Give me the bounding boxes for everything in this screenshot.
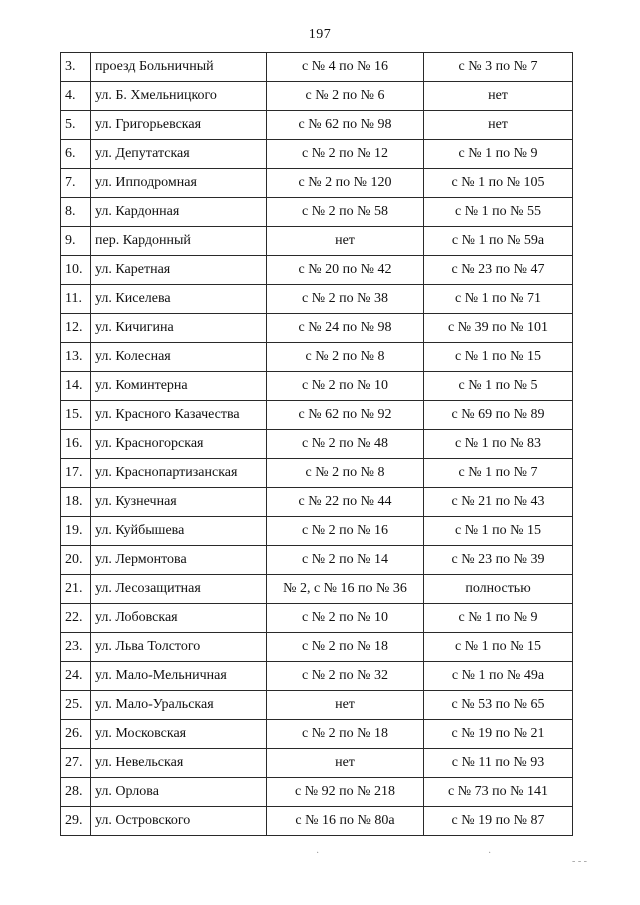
odd-house-range: с № 1 по № 7 <box>424 459 573 488</box>
row-number: 12. <box>61 314 91 343</box>
row-number: 8. <box>61 198 91 227</box>
even-house-range: нет <box>267 691 424 720</box>
table-row <box>61 198 573 227</box>
even-house-range: нет <box>267 227 424 256</box>
odd-house-range: с № 21 по № 43 <box>424 488 573 517</box>
row-number: 4. <box>61 82 91 111</box>
row-number: 26. <box>61 720 91 749</box>
even-house-range: с № 2 по № 18 <box>267 720 424 749</box>
row-number: 24. <box>61 662 91 691</box>
table-row <box>61 82 573 111</box>
street-name: ул. Льва Толстого <box>91 633 267 662</box>
table-row <box>61 140 573 169</box>
odd-house-range: с № 1 по № 15 <box>424 343 573 372</box>
street-name: пер. Кардонный <box>91 227 267 256</box>
table-row <box>61 53 573 82</box>
odd-house-range: с № 23 по № 39 <box>424 546 573 575</box>
even-house-range: с № 2 по № 38 <box>267 285 424 314</box>
row-number: 21. <box>61 575 91 604</box>
street-name: ул. Б. Хмельницкого <box>91 82 267 111</box>
table-row <box>61 604 573 633</box>
odd-house-range: с № 1 по № 59а <box>424 227 573 256</box>
odd-house-range: с № 19 по № 87 <box>424 807 573 836</box>
street-name: ул. Красного Казачества <box>91 401 267 430</box>
street-name: ул. Депутатская <box>91 140 267 169</box>
row-number: 22. <box>61 604 91 633</box>
row-number: 17. <box>61 459 91 488</box>
even-house-range: с № 2 по № 10 <box>267 604 424 633</box>
table-row <box>61 169 573 198</box>
odd-house-range: с № 69 по № 89 <box>424 401 573 430</box>
table-row <box>61 314 573 343</box>
table-row <box>61 575 573 604</box>
row-number: 14. <box>61 372 91 401</box>
even-house-range: с № 2 по № 18 <box>267 633 424 662</box>
even-house-range: с № 2 по № 8 <box>267 459 424 488</box>
even-house-range: с № 2 по № 32 <box>267 662 424 691</box>
odd-house-range: с № 1 по № 105 <box>424 169 573 198</box>
even-house-range: с № 2 по № 6 <box>267 82 424 111</box>
scan-speck: · <box>488 848 492 859</box>
even-house-range: с № 2 по № 10 <box>267 372 424 401</box>
table-row <box>61 285 573 314</box>
even-house-range: с № 2 по № 48 <box>267 430 424 459</box>
even-house-range: с № 2 по № 16 <box>267 517 424 546</box>
street-name: ул. Лобовская <box>91 604 267 633</box>
odd-house-range: с № 1 по № 5 <box>424 372 573 401</box>
even-house-range: с № 16 по № 80а <box>267 807 424 836</box>
street-name: проезд Больничный <box>91 53 267 82</box>
page-number: 197 <box>308 27 332 42</box>
table-row <box>61 401 573 430</box>
even-house-range: с № 2 по № 58 <box>267 198 424 227</box>
scan-speck: - - - <box>572 856 587 867</box>
street-name: ул. Красногорская <box>91 430 267 459</box>
row-number: 18. <box>61 488 91 517</box>
table-row <box>61 691 573 720</box>
street-name: ул. Кичигина <box>91 314 267 343</box>
street-name: ул. Куйбышева <box>91 517 267 546</box>
street-name: ул. Григорьевская <box>91 111 267 140</box>
even-house-range: с № 24 по № 98 <box>267 314 424 343</box>
row-number: 29. <box>61 807 91 836</box>
odd-house-range: с № 1 по № 49а <box>424 662 573 691</box>
row-number: 11. <box>61 285 91 314</box>
table-body <box>61 53 573 836</box>
odd-house-range: с № 1 по № 9 <box>424 604 573 633</box>
street-name: ул. Мало-Уральская <box>91 691 267 720</box>
street-name: ул. Колесная <box>91 343 267 372</box>
even-house-range: № 2, с № 16 по № 36 <box>267 575 424 604</box>
odd-house-range: с № 19 по № 21 <box>424 720 573 749</box>
even-house-range: с № 92 по № 218 <box>267 778 424 807</box>
row-number: 28. <box>61 778 91 807</box>
table-row <box>61 256 573 285</box>
odd-house-range: с № 1 по № 83 <box>424 430 573 459</box>
row-number: 20. <box>61 546 91 575</box>
even-house-range: с № 2 по № 120 <box>267 169 424 198</box>
table-row <box>61 111 573 140</box>
street-name: ул. Кардонная <box>91 198 267 227</box>
table-row <box>61 459 573 488</box>
table-row <box>61 430 573 459</box>
row-number: 10. <box>61 256 91 285</box>
table-row <box>61 807 573 836</box>
row-number: 13. <box>61 343 91 372</box>
even-house-range: с № 4 по № 16 <box>267 53 424 82</box>
table-row <box>61 343 573 372</box>
odd-house-range: с № 23 по № 47 <box>424 256 573 285</box>
table-row <box>61 517 573 546</box>
even-house-range: нет <box>267 749 424 778</box>
street-name: ул. Орлова <box>91 778 267 807</box>
row-number: 27. <box>61 749 91 778</box>
odd-house-range: нет <box>424 111 573 140</box>
street-name: ул. Киселева <box>91 285 267 314</box>
odd-house-range: нет <box>424 82 573 111</box>
street-name: ул. Коминтерна <box>91 372 267 401</box>
street-name: ул. Островского <box>91 807 267 836</box>
even-house-range: с № 22 по № 44 <box>267 488 424 517</box>
table-row <box>61 720 573 749</box>
street-name: ул. Мало-Мельничная <box>91 662 267 691</box>
row-number: 25. <box>61 691 91 720</box>
street-name: ул. Краснопартизанская <box>91 459 267 488</box>
even-house-range: с № 2 по № 12 <box>267 140 424 169</box>
row-number: 16. <box>61 430 91 459</box>
row-number: 7. <box>61 169 91 198</box>
row-number: 6. <box>61 140 91 169</box>
table-row <box>61 372 573 401</box>
row-number: 23. <box>61 633 91 662</box>
odd-house-range: с № 73 по № 141 <box>424 778 573 807</box>
street-table <box>60 52 573 836</box>
row-number: 5. <box>61 111 91 140</box>
table-row <box>61 633 573 662</box>
even-house-range: с № 2 по № 8 <box>267 343 424 372</box>
row-number: 9. <box>61 227 91 256</box>
street-name: ул. Лесозащитная <box>91 575 267 604</box>
street-name: ул. Московская <box>91 720 267 749</box>
table-row <box>61 488 573 517</box>
even-house-range: с № 2 по № 14 <box>267 546 424 575</box>
even-house-range: с № 20 по № 42 <box>267 256 424 285</box>
row-number: 3. <box>61 53 91 82</box>
street-name: ул. Каретная <box>91 256 267 285</box>
odd-house-range: с № 1 по № 55 <box>424 198 573 227</box>
table-row <box>61 227 573 256</box>
odd-house-range: с № 1 по № 15 <box>424 517 573 546</box>
odd-house-range: с № 39 по № 101 <box>424 314 573 343</box>
table-row <box>61 546 573 575</box>
even-house-range: с № 62 по № 92 <box>267 401 424 430</box>
odd-house-range: с № 11 по № 93 <box>424 749 573 778</box>
odd-house-range: с № 53 по № 65 <box>424 691 573 720</box>
even-house-range: с № 62 по № 98 <box>267 111 424 140</box>
odd-house-range: с № 1 по № 71 <box>424 285 573 314</box>
table-row <box>61 778 573 807</box>
odd-house-range: полностью <box>424 575 573 604</box>
table-row <box>61 662 573 691</box>
odd-house-range: с № 3 по № 7 <box>424 53 573 82</box>
odd-house-range: с № 1 по № 9 <box>424 140 573 169</box>
street-name: ул. Лермонтова <box>91 546 267 575</box>
street-name: ул. Невельская <box>91 749 267 778</box>
odd-house-range: с № 1 по № 15 <box>424 633 573 662</box>
street-name: ул. Ипподромная <box>91 169 267 198</box>
row-number: 19. <box>61 517 91 546</box>
scan-speck: · <box>316 848 320 859</box>
row-number: 15. <box>61 401 91 430</box>
table-row <box>61 749 573 778</box>
street-name: ул. Кузнечная <box>91 488 267 517</box>
